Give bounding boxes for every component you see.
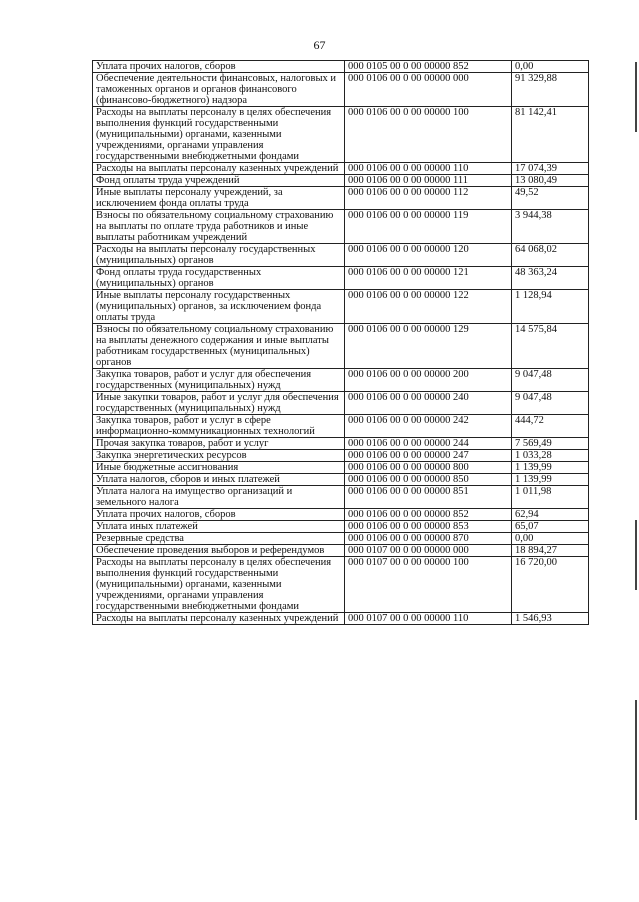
amount-cell: 1 128,94	[512, 290, 589, 324]
amount-cell: 9 047,48	[512, 369, 589, 392]
expense-name-cell: Закупка энергетических ресурсов	[93, 450, 345, 462]
budget-code-cell: 000 0107 00 0 00 00000 110	[345, 613, 512, 625]
expense-name-cell: Уплата налога на имущество организаций и земельного налога	[93, 486, 345, 509]
budget-code-cell: 000 0106 00 0 00 00000 852	[345, 509, 512, 521]
amount-cell: 9 047,48	[512, 392, 589, 415]
expense-name-cell: Закупка товаров, работ и услуг для обеспечения государственных (муниципальных) нужд	[93, 369, 345, 392]
budget-code-cell: 000 0106 00 0 00 00000 111	[345, 175, 512, 187]
amount-cell: 91 329,88	[512, 73, 589, 107]
table-row	[93, 462, 589, 474]
amount-cell: 1 546,93	[512, 613, 589, 625]
expense-name-cell: Расходы на выплаты персоналу казенных учреждений	[93, 163, 345, 175]
budget-code-cell: 000 0106 00 0 00 00000 200	[345, 369, 512, 392]
budget-code-cell: 000 0106 00 0 00 00000 800	[345, 462, 512, 474]
budget-code-cell: 000 0107 00 0 00 00000 000	[345, 545, 512, 557]
table-row	[93, 73, 589, 107]
budget-code-cell: 000 0106 00 0 00 00000 870	[345, 533, 512, 545]
table-row	[93, 267, 589, 290]
budget-code-cell: 000 0106 00 0 00 00000 851	[345, 486, 512, 509]
page-number: 67	[313, 38, 326, 52]
amount-cell: 3 944,38	[512, 210, 589, 244]
table-row	[93, 187, 589, 210]
expense-name-cell: Иные выплаты персоналу учреждений, за исключением фонда оплаты труда	[93, 187, 345, 210]
budget-code-cell: 000 0106 00 0 00 00000 000	[345, 73, 512, 107]
budget-code-cell: 000 0106 00 0 00 00000 120	[345, 244, 512, 267]
amount-cell: 7 569,49	[512, 438, 589, 450]
amount-cell: 444,72	[512, 415, 589, 438]
table-row	[93, 369, 589, 392]
amount-cell: 13 080,49	[512, 175, 589, 187]
table-row	[93, 450, 589, 462]
table-row	[93, 486, 589, 509]
expense-name-cell: Уплата прочих налогов, сборов	[93, 61, 345, 73]
budget-code-cell: 000 0107 00 0 00 00000 100	[345, 557, 512, 613]
expense-name-cell: Расходы на выплаты персоналу в целях обеспечения выполнения функций государственными (муниципальными) органами, казенными учреждениями, органами управления государственными внебюджетными фондами	[93, 557, 345, 613]
table-row	[93, 415, 589, 438]
budget-code-cell: 000 0106 00 0 00 00000 853	[345, 521, 512, 533]
table-row	[93, 533, 589, 545]
budget-table-body	[93, 61, 589, 625]
budget-code-cell: 000 0106 00 0 00 00000 121	[345, 267, 512, 290]
amount-cell: 0,00	[512, 61, 589, 73]
scan-edge-mark	[635, 62, 637, 132]
amount-cell: 1 139,99	[512, 462, 589, 474]
budget-code-cell: 000 0106 00 0 00 00000 850	[345, 474, 512, 486]
scan-edge-mark	[635, 700, 637, 820]
expense-name-cell: Фонд оплаты труда учреждений	[93, 175, 345, 187]
budget-code-cell: 000 0106 00 0 00 00000 129	[345, 324, 512, 369]
amount-cell: 17 074,39	[512, 163, 589, 175]
budget-code-cell: 000 0106 00 0 00 00000 100	[345, 107, 512, 163]
table-row	[93, 474, 589, 486]
table-row	[93, 175, 589, 187]
expense-name-cell: Обеспечение деятельности финансовых, налоговых и таможенных органов и органов финансового (финансово-бюджетного) надзора	[93, 73, 345, 107]
budget-code-cell: 000 0106 00 0 00 00000 240	[345, 392, 512, 415]
expense-name-cell: Взносы по обязательному социальному страхованию на выплаты денежного содержания и иные выплаты работникам государственных (муниципальных) органов	[93, 324, 345, 369]
amount-cell: 62,94	[512, 509, 589, 521]
amount-cell: 81 142,41	[512, 107, 589, 163]
table-row	[93, 163, 589, 175]
table-row	[93, 438, 589, 450]
budget-code-cell: 000 0105 00 0 00 00000 852	[345, 61, 512, 73]
table-row	[93, 521, 589, 533]
scan-edge-mark	[635, 520, 637, 590]
table-row	[93, 290, 589, 324]
amount-cell: 18 894,27	[512, 545, 589, 557]
budget-code-cell: 000 0106 00 0 00 00000 110	[345, 163, 512, 175]
table-row	[93, 61, 589, 73]
budget-table	[92, 60, 589, 625]
expense-name-cell: Иные бюджетные ассигнования	[93, 462, 345, 474]
amount-cell: 49,52	[512, 187, 589, 210]
expense-name-cell: Расходы на выплаты персоналу государственных (муниципальных) органов	[93, 244, 345, 267]
table-row	[93, 210, 589, 244]
amount-cell: 0,00	[512, 533, 589, 545]
amount-cell: 16 720,00	[512, 557, 589, 613]
table-row	[93, 324, 589, 369]
expense-name-cell: Резервные средства	[93, 533, 345, 545]
amount-cell: 64 068,02	[512, 244, 589, 267]
table-row	[93, 244, 589, 267]
expense-name-cell: Расходы на выплаты персоналу казенных учреждений	[93, 613, 345, 625]
budget-code-cell: 000 0106 00 0 00 00000 247	[345, 450, 512, 462]
amount-cell: 1 033,28	[512, 450, 589, 462]
budget-code-cell: 000 0106 00 0 00 00000 242	[345, 415, 512, 438]
expense-name-cell: Уплата прочих налогов, сборов	[93, 509, 345, 521]
expense-name-cell: Уплата налогов, сборов и иных платежей	[93, 474, 345, 486]
expense-name-cell: Иные закупки товаров, работ и услуг для обеспечения государственных (муниципальных) нужд	[93, 392, 345, 415]
table-row	[93, 509, 589, 521]
expense-name-cell: Фонд оплаты труда государственных (муниципальных) органов	[93, 267, 345, 290]
expense-name-cell: Взносы по обязательному социальному страхованию на выплаты по оплате труда работников и иные выплаты работникам учреждений	[93, 210, 345, 244]
table-row	[93, 107, 589, 163]
budget-code-cell: 000 0106 00 0 00 00000 122	[345, 290, 512, 324]
table-row	[93, 545, 589, 557]
table-row	[93, 613, 589, 625]
amount-cell: 14 575,84	[512, 324, 589, 369]
budget-code-cell: 000 0106 00 0 00 00000 244	[345, 438, 512, 450]
expense-name-cell: Закупка товаров, работ и услуг в сфере информационно-коммуникационных технологий	[93, 415, 345, 438]
budget-code-cell: 000 0106 00 0 00 00000 112	[345, 187, 512, 210]
budget-code-cell: 000 0106 00 0 00 00000 119	[345, 210, 512, 244]
expense-name-cell: Расходы на выплаты персоналу в целях обеспечения выполнения функций государственными (муниципальными) органами, казенными учреждениями, органами управления государственными внебюджетными фондами	[93, 107, 345, 163]
expense-name-cell: Уплата иных платежей	[93, 521, 345, 533]
amount-cell: 65,07	[512, 521, 589, 533]
amount-cell: 1 139,99	[512, 474, 589, 486]
table-row	[93, 557, 589, 613]
amount-cell: 48 363,24	[512, 267, 589, 290]
table-row	[93, 392, 589, 415]
expense-name-cell: Обеспечение проведения выборов и референдумов	[93, 545, 345, 557]
expense-name-cell: Прочая закупка товаров, работ и услуг	[93, 438, 345, 450]
expense-name-cell: Иные выплаты персоналу государственных (муниципальных) органов, за исключением фонда оплаты труда	[93, 290, 345, 324]
amount-cell: 1 011,98	[512, 486, 589, 509]
